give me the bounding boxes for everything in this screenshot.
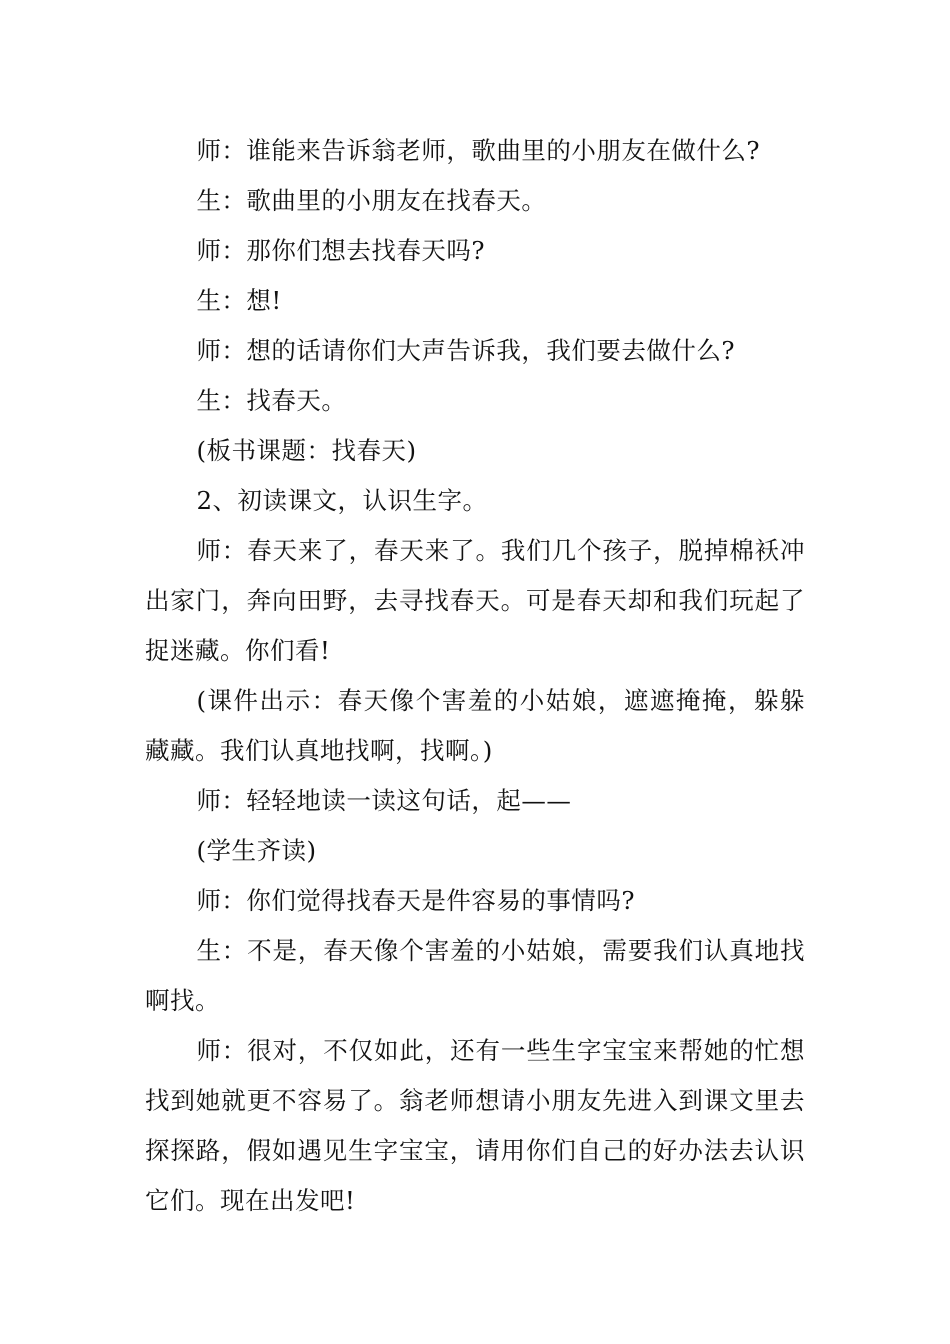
- paragraph-board-note: (板书课题：找春天): [196, 436, 417, 465]
- document-body: [145, 126, 805, 1226]
- paragraph-student-answer: 生：不是，春天像个害羞的小姑娘，需要我们认真地找啊找。: [145, 936, 805, 1015]
- paragraph-student-answer: 生：歌曲里的小朋友在找春天。: [196, 186, 547, 215]
- paragraph-class-action: (学生齐读): [196, 836, 317, 865]
- paragraph-courseware-note: (课件出示：春天像个害羞的小姑娘，遮遮掩掩，躲躲藏藏。我们认真地找啊，找啊。): [145, 686, 805, 765]
- paragraph-teacher-question: 师：那你们想去找春天吗?: [196, 236, 486, 265]
- paragraph-section-heading: 2、初读课文，认识生字。: [196, 486, 488, 515]
- paragraph-student-answer: 生：找春天。: [196, 386, 347, 415]
- paragraph-teacher-question: 师：你们觉得找春天是件容易的事情吗?: [196, 886, 636, 915]
- paragraph-teacher-instruction: 师：很对，不仅如此，还有一些生字宝宝来帮她的忙想找到她就更不容易了。翁老师想请小朋友先进入到课文里去探探路，假如遇见生字宝宝，请用你们自己的好办法去认识它们。现在出发吧!: [145, 1036, 805, 1215]
- paragraph-teacher-narration: 师：春天来了，春天来了。我们几个孩子，脱掉棉袄冲出家门，奔向田野，去寻找春天。可是春天却和我们玩起了捉迷藏。你们看!: [145, 536, 805, 665]
- paragraph-student-answer: 生：想!: [196, 286, 282, 315]
- paragraph-teacher-instruction: 师：轻轻地读一读这句话，起——: [196, 786, 572, 815]
- paragraph-teacher-question: 师：想的话请你们大声告诉我，我们要去做什么?: [196, 336, 736, 365]
- paragraph-teacher-question: 师：谁能来告诉翁老师，歌曲里的小朋友在做什么?: [196, 136, 761, 165]
